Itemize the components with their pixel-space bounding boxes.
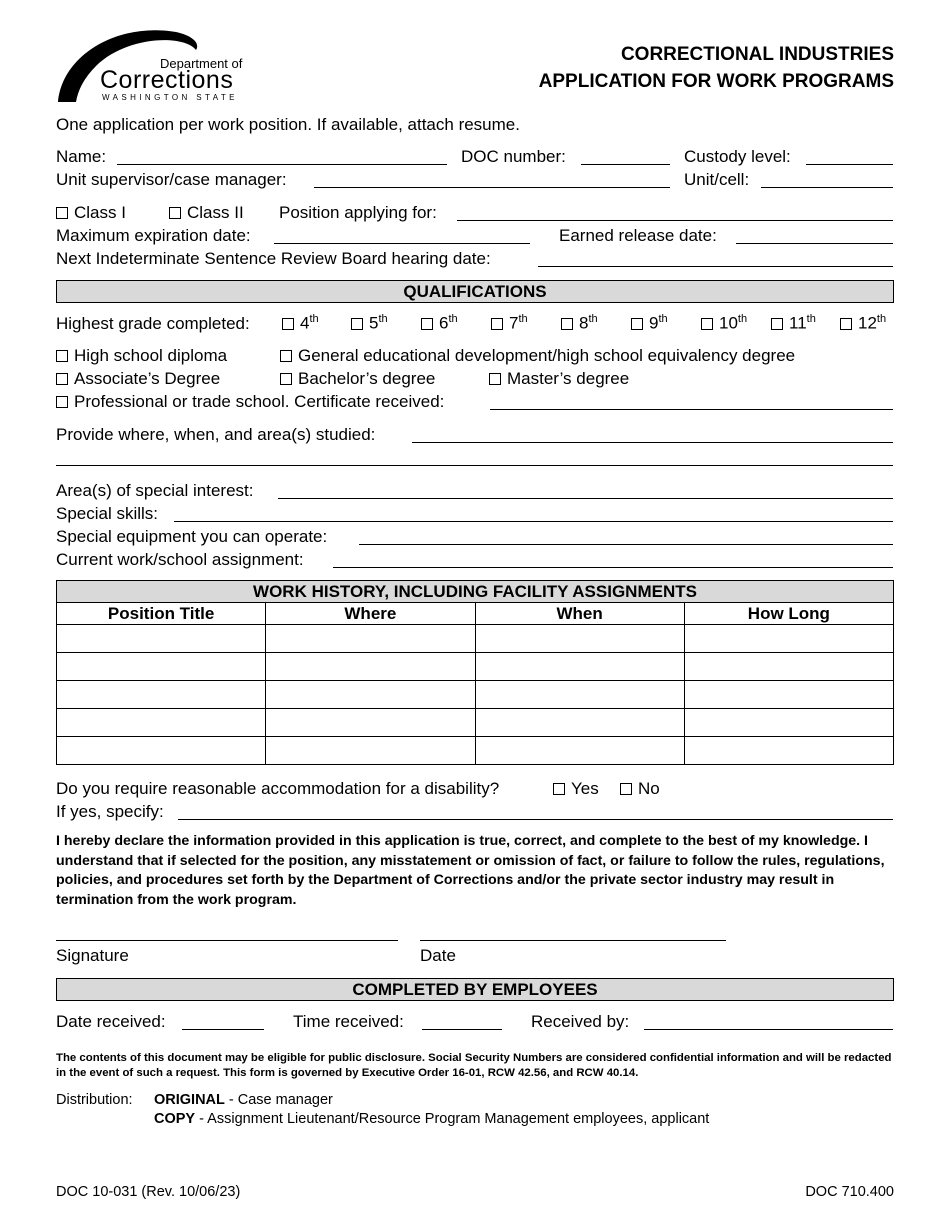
- no-option[interactable]: [620, 779, 660, 799]
- yes-option[interactable]: [553, 779, 599, 799]
- grade-suffix: th: [737, 313, 748, 325]
- ged-option[interactable]: [280, 346, 795, 366]
- associates-label: Associate’s Degree: [74, 369, 221, 388]
- custody-level-label: Custody level:: [684, 147, 791, 166]
- doc-number-label: DOC number:: [461, 147, 566, 166]
- table-cell[interactable]: [684, 709, 893, 737]
- hs-diploma-checkbox[interactable]: [56, 350, 68, 362]
- no-checkbox[interactable]: [620, 783, 632, 795]
- table-row: [57, 681, 894, 709]
- signature-field[interactable]: [56, 940, 398, 941]
- table-cell[interactable]: [684, 625, 893, 653]
- table-cell[interactable]: [266, 709, 475, 737]
- grade-label: Highest grade completed:: [56, 314, 250, 333]
- trade-label: Professional or trade school. Certificate received:: [74, 392, 445, 411]
- distribution-label: Distribution:: [56, 1092, 133, 1108]
- accommodation-question: Do you require reasonable accommodation for a disability?: [56, 779, 500, 798]
- date-received-field[interactable]: [182, 1029, 264, 1030]
- grade-11[interactable]: [771, 313, 816, 334]
- where-when-label: Provide where, when, and area(s) studied:: [56, 425, 376, 444]
- grade-6[interactable]: [421, 313, 458, 334]
- grade-checkbox[interactable]: [631, 318, 643, 330]
- grade-12[interactable]: [840, 313, 886, 334]
- grade-suffix: th: [806, 313, 816, 325]
- grade-number: 6: [439, 313, 449, 333]
- grade-10[interactable]: [701, 313, 747, 334]
- bachelors-checkbox[interactable]: [280, 373, 292, 385]
- special-skills-field[interactable]: [174, 521, 893, 522]
- special-interest-label: Area(s) of special interest:: [56, 481, 254, 500]
- table-cell[interactable]: [475, 653, 684, 681]
- equipment-field[interactable]: [359, 544, 893, 545]
- date-received-label: Date received:: [56, 1012, 166, 1031]
- bachelors-option[interactable]: [280, 369, 435, 389]
- masters-label: Master’s degree: [507, 369, 630, 388]
- yes-label: Yes: [571, 779, 599, 798]
- grade-number: 11: [789, 313, 807, 333]
- position-label: Position applying for:: [279, 203, 437, 222]
- table-row: [57, 653, 894, 681]
- table-row: [57, 709, 894, 737]
- yes-checkbox[interactable]: [553, 783, 565, 795]
- class1-checkbox[interactable]: [56, 207, 68, 219]
- class1-option[interactable]: [56, 203, 126, 223]
- grade-checkbox[interactable]: [701, 318, 713, 330]
- associates-checkbox[interactable]: [56, 373, 68, 385]
- copy-bold: COPY: [154, 1111, 196, 1127]
- position-field[interactable]: [457, 220, 893, 221]
- grade-8[interactable]: [561, 313, 598, 334]
- class2-label: Class II: [187, 203, 244, 222]
- grade-checkbox[interactable]: [351, 318, 363, 330]
- table-cell[interactable]: [266, 737, 475, 765]
- table-cell[interactable]: [684, 737, 893, 765]
- declaration-text: I hereby declare the information provided in this application is true, correct, and complete to the best of my knowledge. I understand that if selected for the position, any misstatement or omission of fact, or failure to follow the rules, regulations, policies, and procedures set forth by the Department of Corrections and/or the private sector industry may result in termination from the work program.: [56, 833, 885, 908]
- received-by-field[interactable]: [644, 1029, 893, 1030]
- where-when-field[interactable]: [412, 442, 893, 443]
- table-cell[interactable]: [57, 653, 266, 681]
- table-cell[interactable]: [684, 653, 893, 681]
- current-assignment-label: Current work/school assignment:: [56, 550, 304, 569]
- form-title-line2: APPLICATION FOR WORK PROGRAMS: [538, 71, 894, 92]
- doc-logo: [56, 26, 246, 106]
- copy-rest: - Assignment Lieutenant/Resource Program Management employees, applicant: [195, 1111, 710, 1127]
- max-expiration-label: Maximum expiration date:: [56, 226, 251, 245]
- grade-7[interactable]: [491, 313, 528, 334]
- grade-4[interactable]: [282, 313, 319, 334]
- table-cell[interactable]: [57, 625, 266, 653]
- grade-checkbox[interactable]: [491, 318, 503, 330]
- class1-label: Class I: [74, 203, 126, 222]
- column-header-position: Position Title: [57, 603, 266, 625]
- max-expiration-field[interactable]: [274, 243, 530, 244]
- grade-5[interactable]: [351, 313, 388, 334]
- isrb-field[interactable]: [538, 266, 893, 267]
- grade-number: 8: [579, 313, 589, 333]
- trade-option[interactable]: [56, 392, 444, 412]
- original-rest: - Case manager: [224, 1092, 333, 1108]
- grade-checkbox[interactable]: [561, 318, 573, 330]
- masters-checkbox[interactable]: [489, 373, 501, 385]
- disclosure-text: The contents of this document may be eligible for public disclosure. Social Security Numbers are considered confidential information and will be redacted in the event of such a request. This form is governed by Executive Order 16-01, RCW 42.56, and RCW 40.14.: [56, 1052, 892, 1079]
- special-skills-label: Special skills:: [56, 504, 159, 523]
- equipment-label: Special equipment you can operate:: [56, 527, 328, 546]
- doc-number-field[interactable]: [581, 164, 670, 165]
- logo-line1: Department of: [160, 56, 243, 71]
- footer-form-number: DOC 10-031 (Rev. 10/06/23): [56, 1184, 241, 1200]
- isrb-label: Next Indeterminate Sentence Review Board hearing date:: [56, 249, 491, 268]
- grade-suffix: th: [309, 313, 319, 325]
- column-header-where: Where: [266, 603, 475, 625]
- grade-checkbox[interactable]: [771, 318, 783, 330]
- logo-line3: WASHINGTON STATE: [102, 93, 238, 102]
- hs-diploma-option[interactable]: [56, 346, 227, 366]
- specify-field[interactable]: [178, 819, 893, 820]
- distribution-copy: [154, 1111, 709, 1127]
- form-title-line1: CORRECTIONAL INDUSTRIES: [620, 44, 894, 65]
- grade-number: 5: [369, 313, 379, 333]
- grade-checkbox[interactable]: [840, 318, 852, 330]
- specify-label: If yes, specify:: [56, 802, 164, 821]
- unit-cell-field[interactable]: [761, 187, 893, 188]
- distribution-original: [154, 1092, 333, 1108]
- grade-suffix: th: [588, 313, 598, 325]
- table-cell[interactable]: [475, 625, 684, 653]
- unit-cell-label: Unit/cell:: [684, 170, 750, 189]
- original-bold: ORIGINAL: [154, 1092, 225, 1108]
- no-label: No: [638, 779, 660, 798]
- grade-checkbox[interactable]: [421, 318, 433, 330]
- ged-label: General educational development/high school equivalency degree: [298, 346, 796, 365]
- earned-release-label: Earned release date:: [559, 226, 717, 245]
- grade-suffix: th: [378, 313, 388, 325]
- table-cell[interactable]: [57, 709, 266, 737]
- ged-checkbox[interactable]: [280, 350, 292, 362]
- date-label: Date: [420, 946, 456, 965]
- grade-checkbox[interactable]: [282, 318, 294, 330]
- table-cell[interactable]: [684, 681, 893, 709]
- table-row: [57, 737, 894, 765]
- class2-checkbox[interactable]: [169, 207, 181, 219]
- table-row: [57, 625, 894, 653]
- employees-header: COMPLETED BY EMPLOYEES: [56, 978, 894, 1001]
- time-received-label: Time received:: [293, 1012, 404, 1031]
- class2-option[interactable]: [169, 203, 244, 223]
- grade-suffix: th: [518, 313, 528, 325]
- intro-text: One application per work position. If available, attach resume.: [56, 115, 520, 134]
- column-header-when: When: [475, 603, 684, 625]
- footer-policy-number: DOC 710.400: [805, 1184, 894, 1200]
- table-cell[interactable]: [266, 653, 475, 681]
- work-history-header: WORK HISTORY, INCLUDING FACILITY ASSIGNMENTS: [57, 581, 894, 603]
- grade-9[interactable]: [631, 313, 668, 334]
- name-field[interactable]: [117, 164, 447, 165]
- grade-suffix: th: [658, 313, 668, 325]
- table-cell[interactable]: [266, 625, 475, 653]
- hs-diploma-label: High school diploma: [74, 346, 228, 365]
- masters-option[interactable]: [489, 369, 629, 389]
- earned-release-field[interactable]: [736, 243, 893, 244]
- trade-checkbox[interactable]: [56, 396, 68, 408]
- grade-suffix: th: [876, 313, 887, 325]
- current-assignment-field[interactable]: [333, 567, 893, 568]
- work-history-table: [56, 580, 894, 765]
- table-cell[interactable]: [475, 681, 684, 709]
- table-cell[interactable]: [475, 737, 684, 765]
- qualifications-header: QUALIFICATIONS: [56, 280, 894, 303]
- name-label: Name:: [56, 147, 107, 166]
- time-received-field[interactable]: [422, 1029, 502, 1030]
- grade-number: 7: [509, 313, 519, 333]
- grade-number: 10: [719, 313, 738, 333]
- unit-supervisor-label: Unit supervisor/case manager:: [56, 170, 287, 189]
- unit-supervisor-field[interactable]: [314, 187, 670, 188]
- table-cell[interactable]: [57, 681, 266, 709]
- grade-suffix: th: [448, 313, 458, 325]
- associates-option[interactable]: [56, 369, 220, 389]
- bachelors-label: Bachelor’s degree: [298, 369, 436, 388]
- date-field[interactable]: [420, 940, 726, 941]
- table-cell[interactable]: [57, 737, 266, 765]
- where-when-field-2[interactable]: [56, 465, 893, 466]
- grade-number: 12: [858, 313, 877, 333]
- column-header-how-long: How Long: [684, 603, 893, 625]
- grade-number: 9: [649, 313, 659, 333]
- signature-label: Signature: [56, 946, 129, 965]
- custody-level-field[interactable]: [806, 164, 893, 165]
- received-by-label: Received by:: [531, 1012, 630, 1031]
- trade-field[interactable]: [490, 409, 893, 410]
- logo-line2: Corrections: [100, 66, 234, 94]
- special-interest-field[interactable]: [278, 498, 893, 499]
- table-cell[interactable]: [266, 681, 475, 709]
- table-cell[interactable]: [475, 709, 684, 737]
- grade-number: 4: [300, 313, 310, 333]
